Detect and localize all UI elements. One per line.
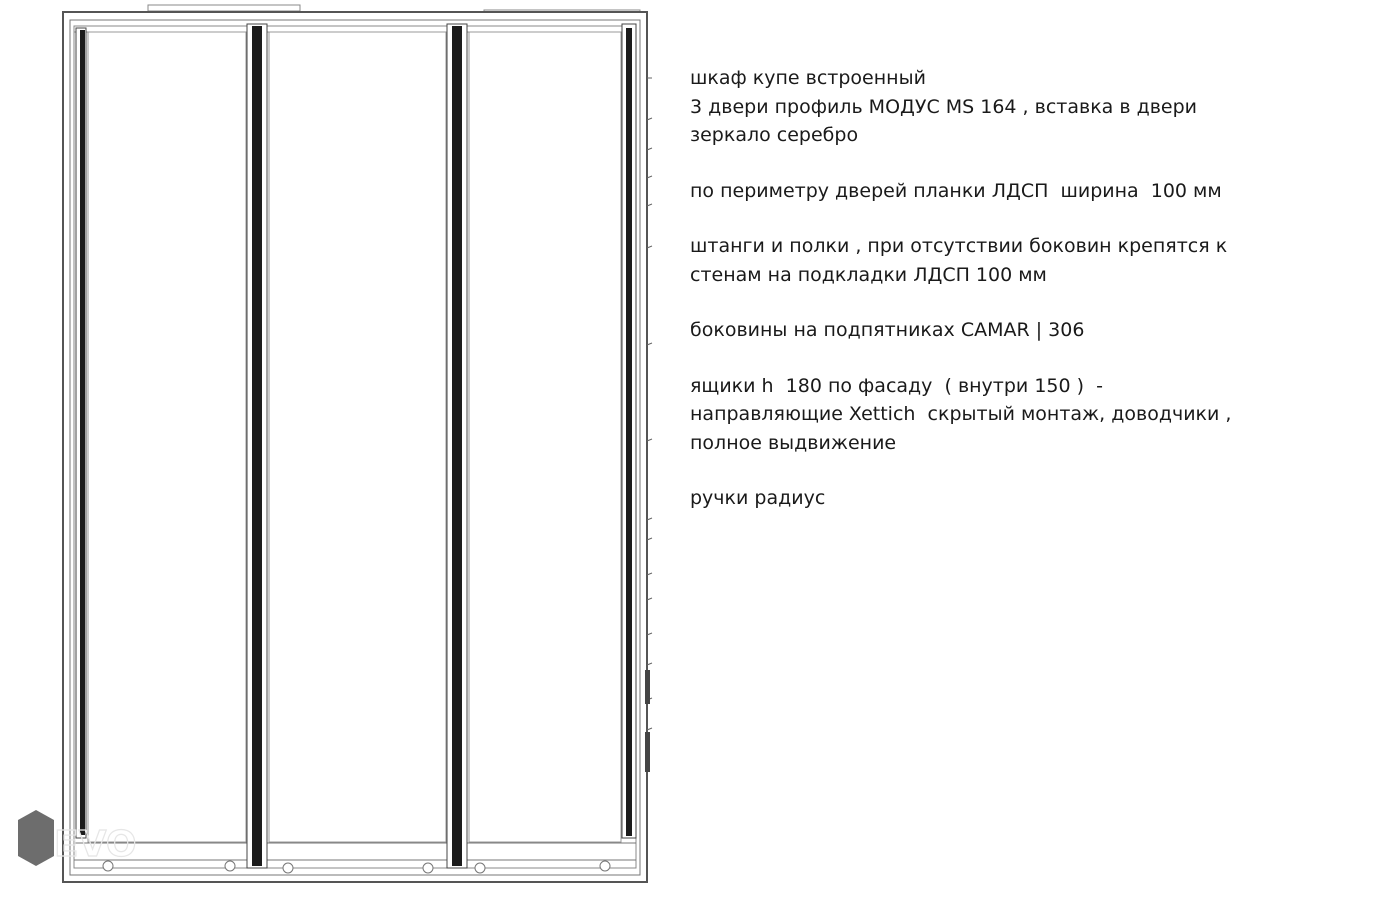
note-line: ручки радиус xyxy=(690,487,826,509)
right-edge-block-1 xyxy=(645,670,650,704)
evo-logo-hexagon xyxy=(18,810,54,866)
note-paragraph xyxy=(690,316,1350,345)
note-line: направляющие Xettich скрытый монтаж, доводчики , xyxy=(690,403,1232,425)
note-paragraph xyxy=(690,484,1350,513)
note-line: стенам на подкладки ЛДСП 100 мм xyxy=(690,263,1047,286)
note-line: 3 двери профиль МОДУС MS 164 , вставка в двери xyxy=(690,95,1198,118)
note-line: боковины на подпятниках CAMAR | 306 xyxy=(690,319,1085,341)
specification-notes xyxy=(690,64,1350,540)
note-paragraph xyxy=(690,372,1350,458)
evo-logo xyxy=(18,810,168,880)
outer-frame xyxy=(63,12,647,882)
door-profile-left xyxy=(80,30,85,835)
top-strip-left xyxy=(148,5,300,11)
note-line: шкаф купе встроенный xyxy=(690,67,926,89)
note-line: по периметру дверей планки ЛДСП ширина 100 мм xyxy=(690,179,1222,202)
right-edge-block-2 xyxy=(645,732,650,772)
note-paragraph xyxy=(690,232,1350,289)
note-line: штанги и полки , при отсутствии боковин крепятся к xyxy=(690,235,1228,257)
door-profile-2 xyxy=(452,26,462,866)
note-line: ящики h 180 по фасаду ( внутри 150 ) - xyxy=(690,374,1103,397)
evo-logo-text: EVO xyxy=(54,824,137,865)
door-profile-1 xyxy=(252,26,262,866)
note-line: полное выдвижение xyxy=(690,431,897,454)
door-profile-right xyxy=(626,28,632,836)
note-paragraph xyxy=(690,64,1350,150)
note-paragraph xyxy=(690,177,1350,206)
note-line: зеркало серебро xyxy=(690,124,859,146)
